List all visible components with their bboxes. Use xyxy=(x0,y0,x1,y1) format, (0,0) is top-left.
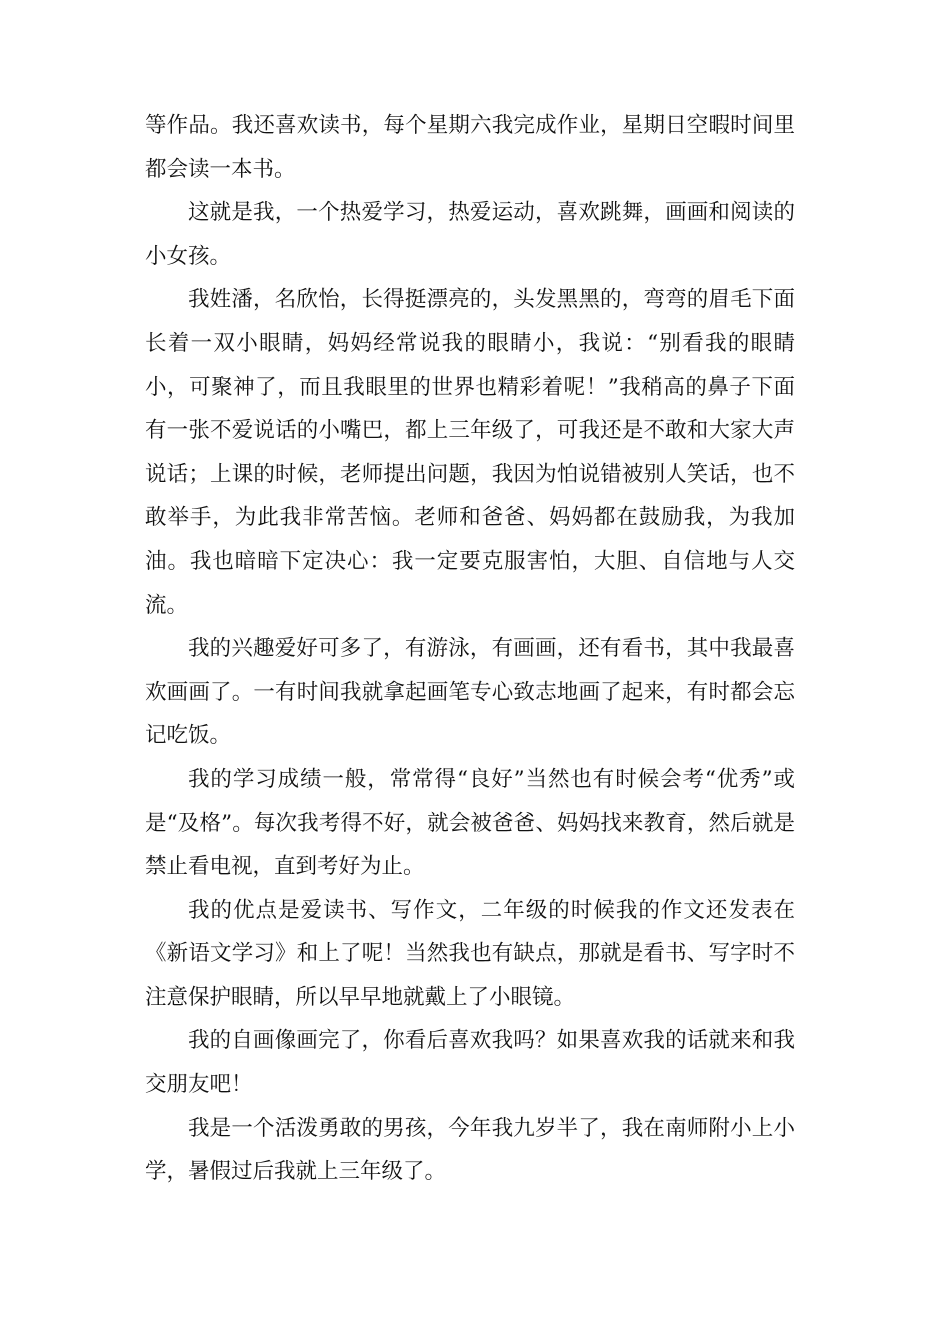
document-body xyxy=(145,104,795,1194)
paragraph: 我的兴趣爱好可多了，有游泳，有画画，还有看书，其中我最喜欢画画了。一有时间我就拿起画笔专心致志地画了起来，有时都会忘记吃饭。 xyxy=(145,636,795,749)
paragraph: 这就是我，一个热爱学习，热爱运动，喜欢跳舞，画画和阅读的小女孩。 xyxy=(145,200,795,269)
paragraph: 我的学习成绩一般，常常得“良好”当然也有时候会考“优秀”或是“及格”。每次我考得不好，就会被爸爸、妈妈找来教育，然后就是禁止看电视，直到考好为止。 xyxy=(145,766,795,880)
paragraph: 我姓潘，名欣怡，长得挺漂亮的，头发黑黑的，弯弯的眉毛下面长着一双小眼睛，妈妈经常说我的眼睛小，我说：“别看我的眼睛小，可聚神了，而且我眼里的世界也精彩着呢！”我稍高的鼻子下面有一张不爱说话的小嘴巴，都上三年级了，可我还是不敢和大家大声说话；上课的时候，老师提出问题，我因为怕说错被别人笑话，也不敢举手，为此我非常苦恼。老师和爸爸、妈妈都在鼓励我，为我加油。我也暗暗下定决心：我一定要克服害怕，大胆、自信地与人交流。 xyxy=(145,287,795,618)
paragraph: 我是一个活泼勇敢的男孩，今年我九岁半了，我在南师附小上小学，暑假过后我就上三年级了。 xyxy=(145,1115,795,1185)
paragraph: 我的自画像画完了，你看后喜欢我吗？如果喜欢我的话就来和我交朋友吧！ xyxy=(145,1028,795,1098)
paragraph: 我的优点是爱读书、写作文，二年级的时候我的作文还发表在《新语文学习》和上了呢！当然我也有缺点，那就是看书、写字时不注意保护眼睛，所以早早地就戴上了小眼镜。 xyxy=(145,897,795,1010)
paragraph-continuation: 等作品。我还喜欢读书，每个星期六我完成作业，星期日空暇时间里都会读一本书。 xyxy=(145,113,795,182)
